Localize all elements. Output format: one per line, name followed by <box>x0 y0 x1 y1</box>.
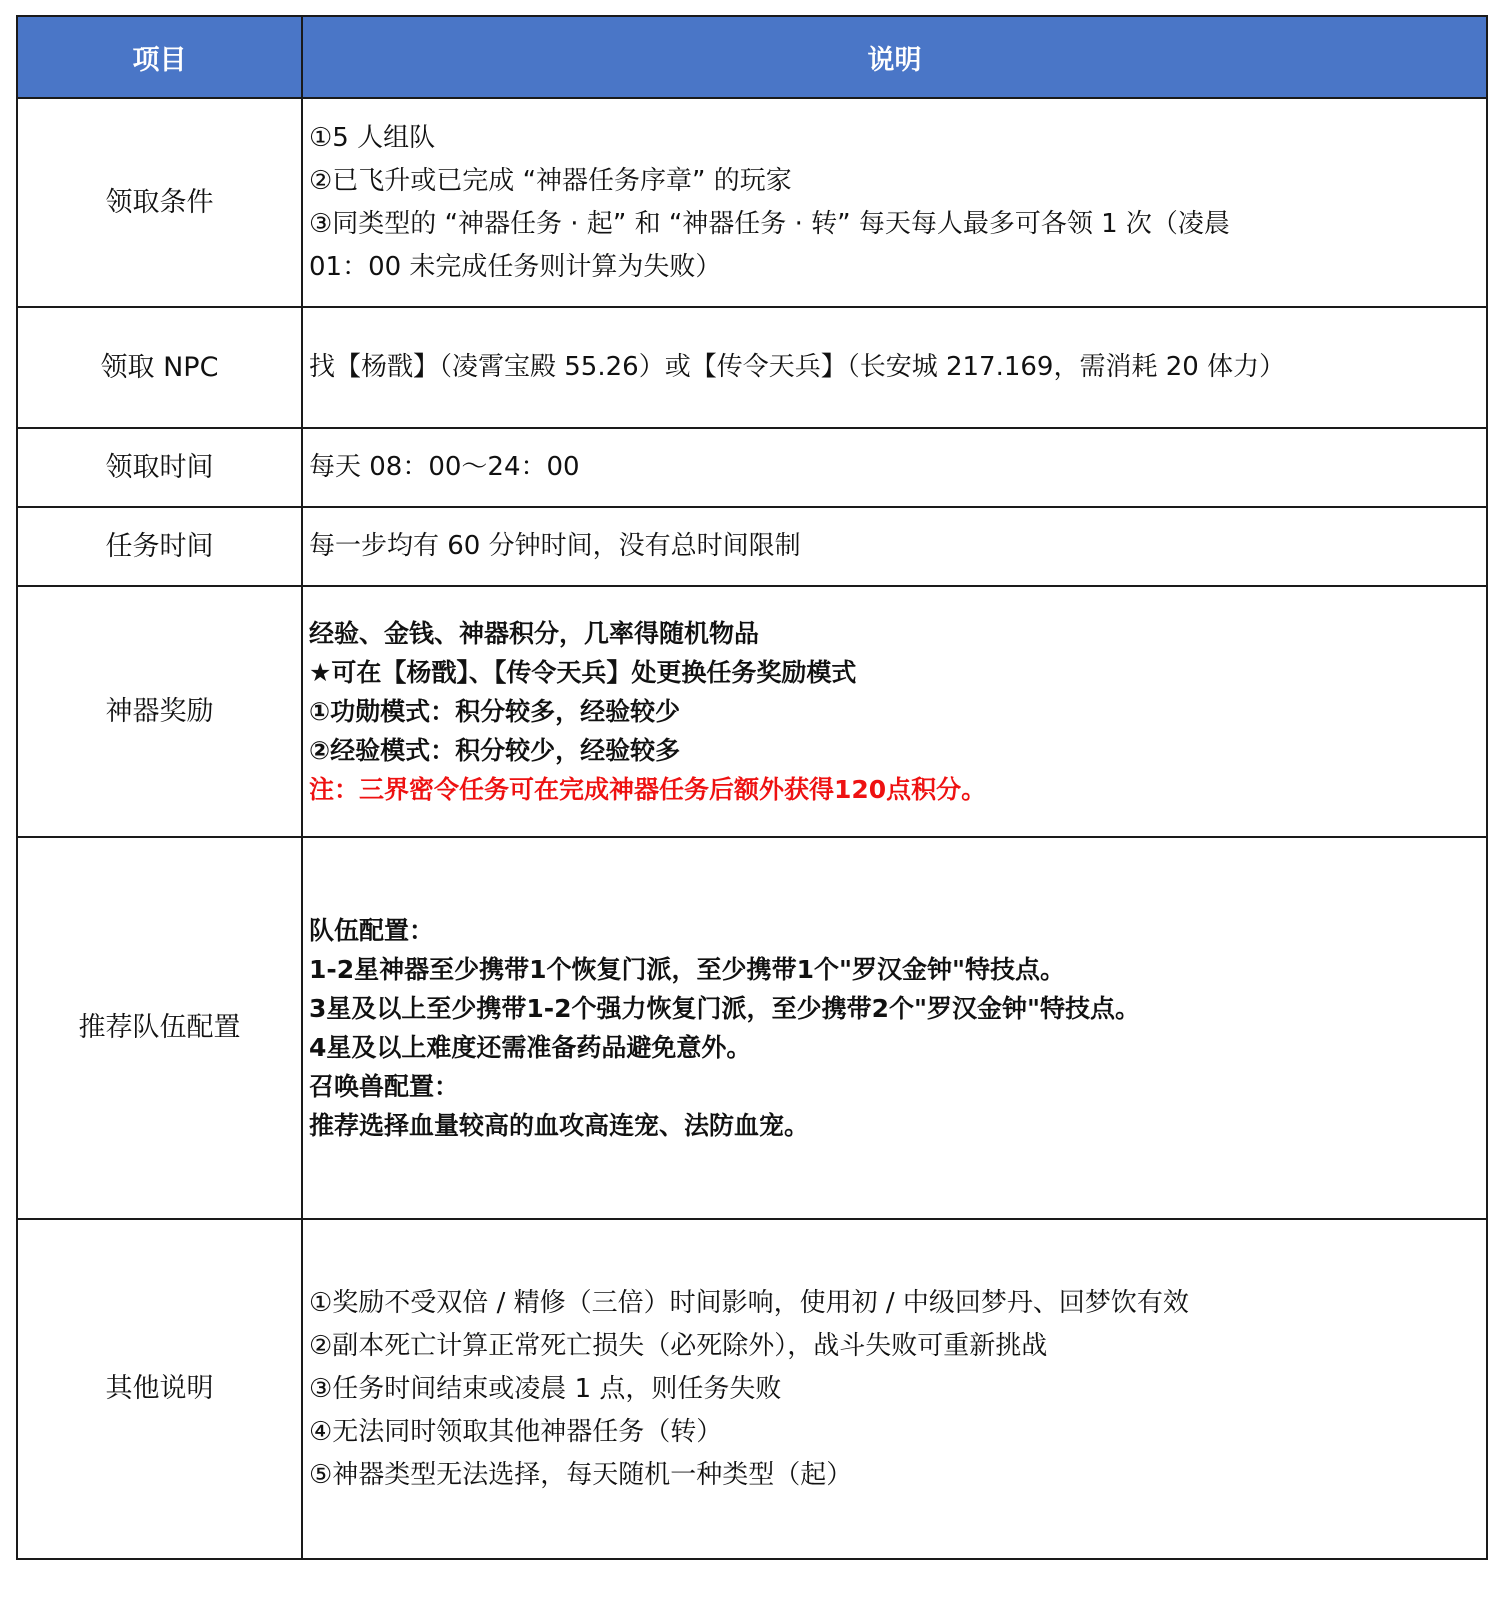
row-item: 领取 NPC <box>17 307 302 428</box>
table-row <box>17 1219 1487 1559</box>
desc-line: 4星及以上难度还需准备药品避免意外。 <box>309 1033 752 1062</box>
table-row <box>17 837 1487 1219</box>
info-table <box>16 15 1488 1560</box>
desc-line: 召唤兽配置： <box>309 1072 460 1101</box>
desc-line: ①5 人组队 <box>309 122 436 153</box>
desc-line: 队伍配置： <box>309 916 435 945</box>
row-desc <box>302 837 1487 1219</box>
table-row <box>17 428 1487 507</box>
desc-line: 推荐选择血量较高的血攻高连宠、法防血宠。 <box>309 1111 810 1140</box>
row-desc <box>302 428 1487 507</box>
desc-line: ①奖励不受双倍 / 精修（三倍）时间影响，使用初 / 中级回梦丹、回梦饮有效 <box>309 1287 1189 1318</box>
row-item: 领取时间 <box>17 428 302 507</box>
table-row <box>17 507 1487 586</box>
desc-line: 每一步均有 60 分钟时间，没有总时间限制 <box>309 531 801 561</box>
header-desc: 说明 <box>302 16 1487 98</box>
row-desc <box>302 586 1487 837</box>
desc-line: ②已飞升或已完成 “神器任务序章” 的玩家 <box>309 165 792 196</box>
desc-line: ④无法同时领取其他神器任务（转） <box>309 1416 723 1447</box>
table-row <box>17 586 1487 837</box>
table-row <box>17 307 1487 428</box>
row-item: 神器奖励 <box>17 586 302 837</box>
row-desc <box>302 1219 1487 1559</box>
header-item: 项目 <box>17 16 302 98</box>
row-desc <box>302 98 1487 307</box>
desc-line: ②经验模式：积分较少，经验较多 <box>309 736 681 765</box>
desc-line: ★可在【杨戬】、【传令天兵】处更换任务奖励模式 <box>309 658 857 687</box>
reward-note: 注：三界密令任务可在完成神器任务后额外获得120点积分。 <box>309 775 987 804</box>
desc-line: 1-2星神器至少携带1个恢复门派，至少携带1个"罗汉金钟"特技点。 <box>309 955 1066 984</box>
desc-line: 3星及以上至少携带1-2个强力恢复门派，至少携带2个"罗汉金钟"特技点。 <box>309 994 1141 1023</box>
desc-line: 每天 08：00～24：00 <box>309 452 580 482</box>
desc-line: 经验、金钱、神器积分，几率得随机物品 <box>309 619 760 648</box>
row-item: 领取条件 <box>17 98 302 307</box>
desc-line: ③任务时间结束或凌晨 1 点，则任务失败 <box>309 1373 782 1404</box>
row-desc <box>302 307 1487 428</box>
header-row <box>17 16 1487 98</box>
desc-line: 找【杨戬】（凌霄宝殿 55.26）或【传令天兵】（长安城 217.169，需消耗 20 体力） <box>309 352 1286 382</box>
desc-line: 01：00 未完成任务则计算为失败） <box>309 251 722 282</box>
row-desc <box>302 507 1487 586</box>
row-item: 其他说明 <box>17 1219 302 1559</box>
desc-line: ②副本死亡计算正常死亡损失（必死除外），战斗失败可重新挑战 <box>309 1330 1048 1361</box>
desc-line: ①功勋模式：积分较多，经验较少 <box>309 697 681 726</box>
desc-line: ⑤神器类型无法选择，每天随机一种类型（起） <box>309 1459 853 1490</box>
table-row <box>17 98 1487 307</box>
desc-line: ③同类型的 “神器任务 · 起” 和 “神器任务 · 转” 每天每人最多可各领 1 次（凌晨 <box>309 208 1230 239</box>
row-item: 任务时间 <box>17 507 302 586</box>
row-item: 推荐队伍配置 <box>17 837 302 1219</box>
